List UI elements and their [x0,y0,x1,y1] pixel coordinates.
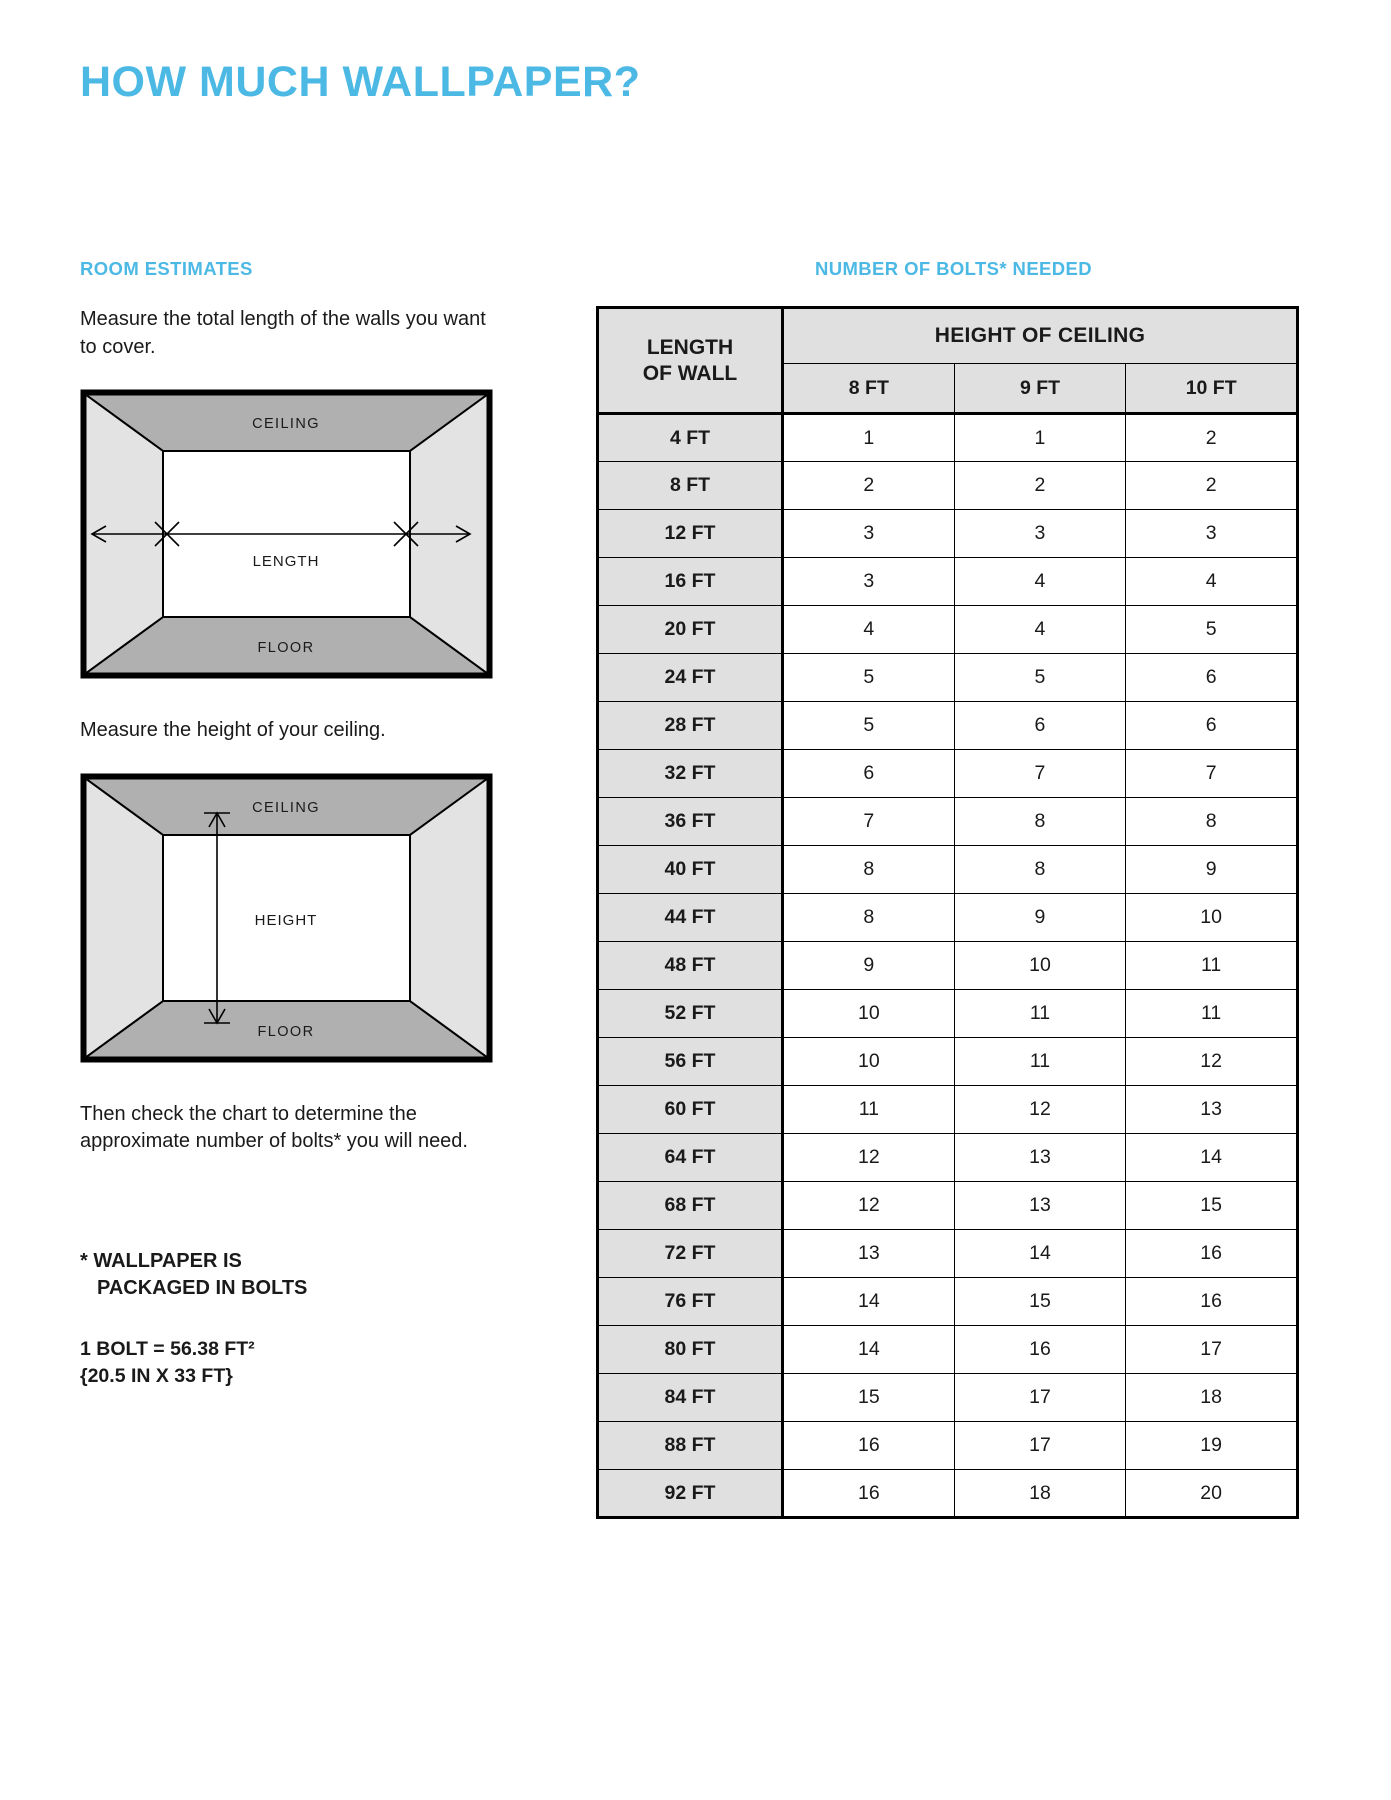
table-row [598,654,1298,702]
row-length-label: 60 FT [598,1086,783,1134]
cell-bolts-10ft: 16 [1126,1230,1298,1278]
row-length-label: 56 FT [598,1038,783,1086]
header-height-of-ceiling: HEIGHT OF CEILING [783,308,1298,364]
diagram-floor-label: FLOOR [257,1023,315,1040]
bolt-size-note [80,1336,500,1391]
page-title: HOW MUCH WALLPAPER? [80,58,641,106]
cell-bolts-8ft: 10 [783,1038,955,1086]
cell-bolts-10ft: 17 [1126,1326,1298,1374]
row-length-label: 4 FT [598,414,783,462]
cell-bolts-10ft: 3 [1126,510,1298,558]
row-length-label: 28 FT [598,702,783,750]
cell-bolts-8ft: 14 [783,1326,955,1374]
cell-bolts-10ft: 6 [1126,702,1298,750]
header-length-of-wall [598,308,783,414]
table-row [598,1134,1298,1182]
table-row [598,750,1298,798]
cell-bolts-8ft: 14 [783,1278,955,1326]
cell-bolts-10ft: 8 [1126,798,1298,846]
cell-bolts-8ft: 8 [783,846,955,894]
cell-bolts-9ft: 11 [954,990,1126,1038]
row-length-label: 40 FT [598,846,783,894]
table-row [598,1038,1298,1086]
cell-bolts-10ft: 4 [1126,558,1298,606]
cell-bolts-10ft: 14 [1126,1134,1298,1182]
table-row [598,1278,1298,1326]
table-row [598,990,1298,1038]
cell-bolts-9ft: 16 [954,1326,1126,1374]
cell-bolts-9ft: 3 [954,510,1126,558]
header-length-line-1: LENGTH [646,335,734,359]
cell-bolts-10ft: 18 [1126,1374,1298,1422]
cell-bolts-8ft: 5 [783,702,955,750]
cell-bolts-10ft: 16 [1126,1278,1298,1326]
section-heading-bolts-needed: NUMBER OF BOLTS* NEEDED [814,258,1093,279]
cell-bolts-8ft: 6 [783,750,955,798]
row-length-label: 48 FT [598,942,783,990]
cell-bolts-9ft: 13 [954,1134,1126,1182]
cell-bolts-8ft: 15 [783,1374,955,1422]
cell-bolts-8ft: 5 [783,654,955,702]
bolt-area-line: 1 BOLT = 56.38 FT² [80,1337,255,1360]
row-length-label: 16 FT [598,558,783,606]
row-length-label: 68 FT [598,1182,783,1230]
cell-bolts-10ft: 7 [1126,750,1298,798]
cell-bolts-9ft: 1 [954,414,1126,462]
cell-bolts-9ft: 4 [954,606,1126,654]
table-row [598,1422,1298,1470]
cell-bolts-10ft: 5 [1126,606,1298,654]
row-length-label: 24 FT [598,654,783,702]
cell-bolts-8ft: 9 [783,942,955,990]
table-row [598,414,1298,462]
diagram-height-label: HEIGHT [254,911,318,929]
table-row [598,1182,1298,1230]
room-diagram-height [80,773,493,1063]
cell-bolts-10ft: 13 [1126,1086,1298,1134]
table-row [598,942,1298,990]
cell-bolts-8ft: 8 [783,894,955,942]
cell-bolts-10ft: 2 [1126,462,1298,510]
table-row [598,702,1298,750]
diagram-length-label: LENGTH [252,553,320,571]
row-length-label: 64 FT [598,1134,783,1182]
cell-bolts-10ft: 11 [1126,942,1298,990]
cell-bolts-9ft: 9 [954,894,1126,942]
footnote-line-1: * WALLPAPER IS [80,1249,242,1272]
cell-bolts-10ft: 10 [1126,894,1298,942]
cell-bolts-9ft: 7 [954,750,1126,798]
bolts-table-section [596,258,1311,1519]
cell-bolts-9ft: 6 [954,702,1126,750]
cell-bolts-9ft: 18 [954,1470,1126,1518]
cell-bolts-8ft: 16 [783,1422,955,1470]
row-length-label: 76 FT [598,1278,783,1326]
cell-bolts-8ft: 3 [783,558,955,606]
diagram-ceiling-label: CEILING [252,799,320,816]
row-length-label: 32 FT [598,750,783,798]
row-length-label: 8 FT [598,462,783,510]
cell-bolts-8ft: 11 [783,1086,955,1134]
row-length-label: 52 FT [598,990,783,1038]
bolts-table [596,306,1299,1519]
room-estimates-section [80,258,500,1391]
header-col-9ft: 9 FT [954,364,1126,414]
cell-bolts-9ft: 13 [954,1182,1126,1230]
table-row [598,846,1298,894]
row-length-label: 80 FT [598,1326,783,1374]
table-row [598,462,1298,510]
cell-bolts-9ft: 12 [954,1086,1126,1134]
table-row [598,1326,1298,1374]
header-length-line-2: OF WALL [642,361,738,385]
row-length-label: 44 FT [598,894,783,942]
table-row [598,510,1298,558]
row-length-label: 72 FT [598,1230,783,1278]
section-heading-room-estimates: ROOM ESTIMATES [80,258,253,279]
cell-bolts-8ft: 2 [783,462,955,510]
cell-bolts-8ft: 1 [783,414,955,462]
cell-bolts-9ft: 11 [954,1038,1126,1086]
table-row [598,894,1298,942]
cell-bolts-9ft: 4 [954,558,1126,606]
cell-bolts-9ft: 10 [954,942,1126,990]
cell-bolts-10ft: 9 [1126,846,1298,894]
cell-bolts-9ft: 17 [954,1422,1126,1470]
table-row [598,1230,1298,1278]
cell-bolts-8ft: 16 [783,1470,955,1518]
cell-bolts-10ft: 12 [1126,1038,1298,1086]
cell-bolts-8ft: 13 [783,1230,955,1278]
table-header-row-group [598,308,1298,364]
cell-bolts-10ft: 15 [1126,1182,1298,1230]
header-col-8ft: 8 FT [783,364,955,414]
bolts-table-body [598,414,1298,1518]
bolts-table-head [598,308,1298,414]
instruction-paragraph-3: Then check the chart to determine the approximate number of bolts* you will need. [80,1102,468,1153]
cell-bolts-8ft: 7 [783,798,955,846]
instruction-paragraph-2: Measure the height of your ceiling. [80,719,386,742]
cell-bolts-10ft: 20 [1126,1470,1298,1518]
cell-bolts-9ft: 2 [954,462,1126,510]
cell-bolts-10ft: 6 [1126,654,1298,702]
cell-bolts-9ft: 8 [954,846,1126,894]
instruction-paragraph-1: Measure the total length of the walls you want to cover. [80,308,486,358]
footnote-bolts [80,1248,500,1302]
cell-bolts-9ft: 17 [954,1374,1126,1422]
table-row [598,1086,1298,1134]
diagram-floor-label: FLOOR [257,640,315,657]
row-length-label: 20 FT [598,606,783,654]
table-row [598,1374,1298,1422]
cell-bolts-10ft: 2 [1126,414,1298,462]
header-col-10ft: 10 FT [1126,364,1298,414]
row-length-label: 84 FT [598,1374,783,1422]
table-row [598,606,1298,654]
diagram-ceiling-label: CEILING [252,416,320,433]
cell-bolts-8ft: 4 [783,606,955,654]
table-row [598,558,1298,606]
cell-bolts-10ft: 11 [1126,990,1298,1038]
table-row [598,1470,1298,1518]
row-length-label: 36 FT [598,798,783,846]
cell-bolts-8ft: 10 [783,990,955,1038]
row-length-label: 88 FT [598,1422,783,1470]
bolt-dimensions-line: {20.5 IN X 33 FT} [80,1365,233,1388]
cell-bolts-9ft: 5 [954,654,1126,702]
table-row [598,798,1298,846]
cell-bolts-8ft: 12 [783,1134,955,1182]
cell-bolts-10ft: 19 [1126,1422,1298,1470]
cell-bolts-9ft: 14 [954,1230,1126,1278]
cell-bolts-9ft: 15 [954,1278,1126,1326]
cell-bolts-8ft: 3 [783,510,955,558]
room-diagram-length [80,389,493,679]
row-length-label: 12 FT [598,510,783,558]
row-length-label: 92 FT [598,1470,783,1518]
cell-bolts-8ft: 12 [783,1182,955,1230]
cell-bolts-9ft: 8 [954,798,1126,846]
footnote-line-2: PACKAGED IN BOLTS [97,1276,308,1299]
